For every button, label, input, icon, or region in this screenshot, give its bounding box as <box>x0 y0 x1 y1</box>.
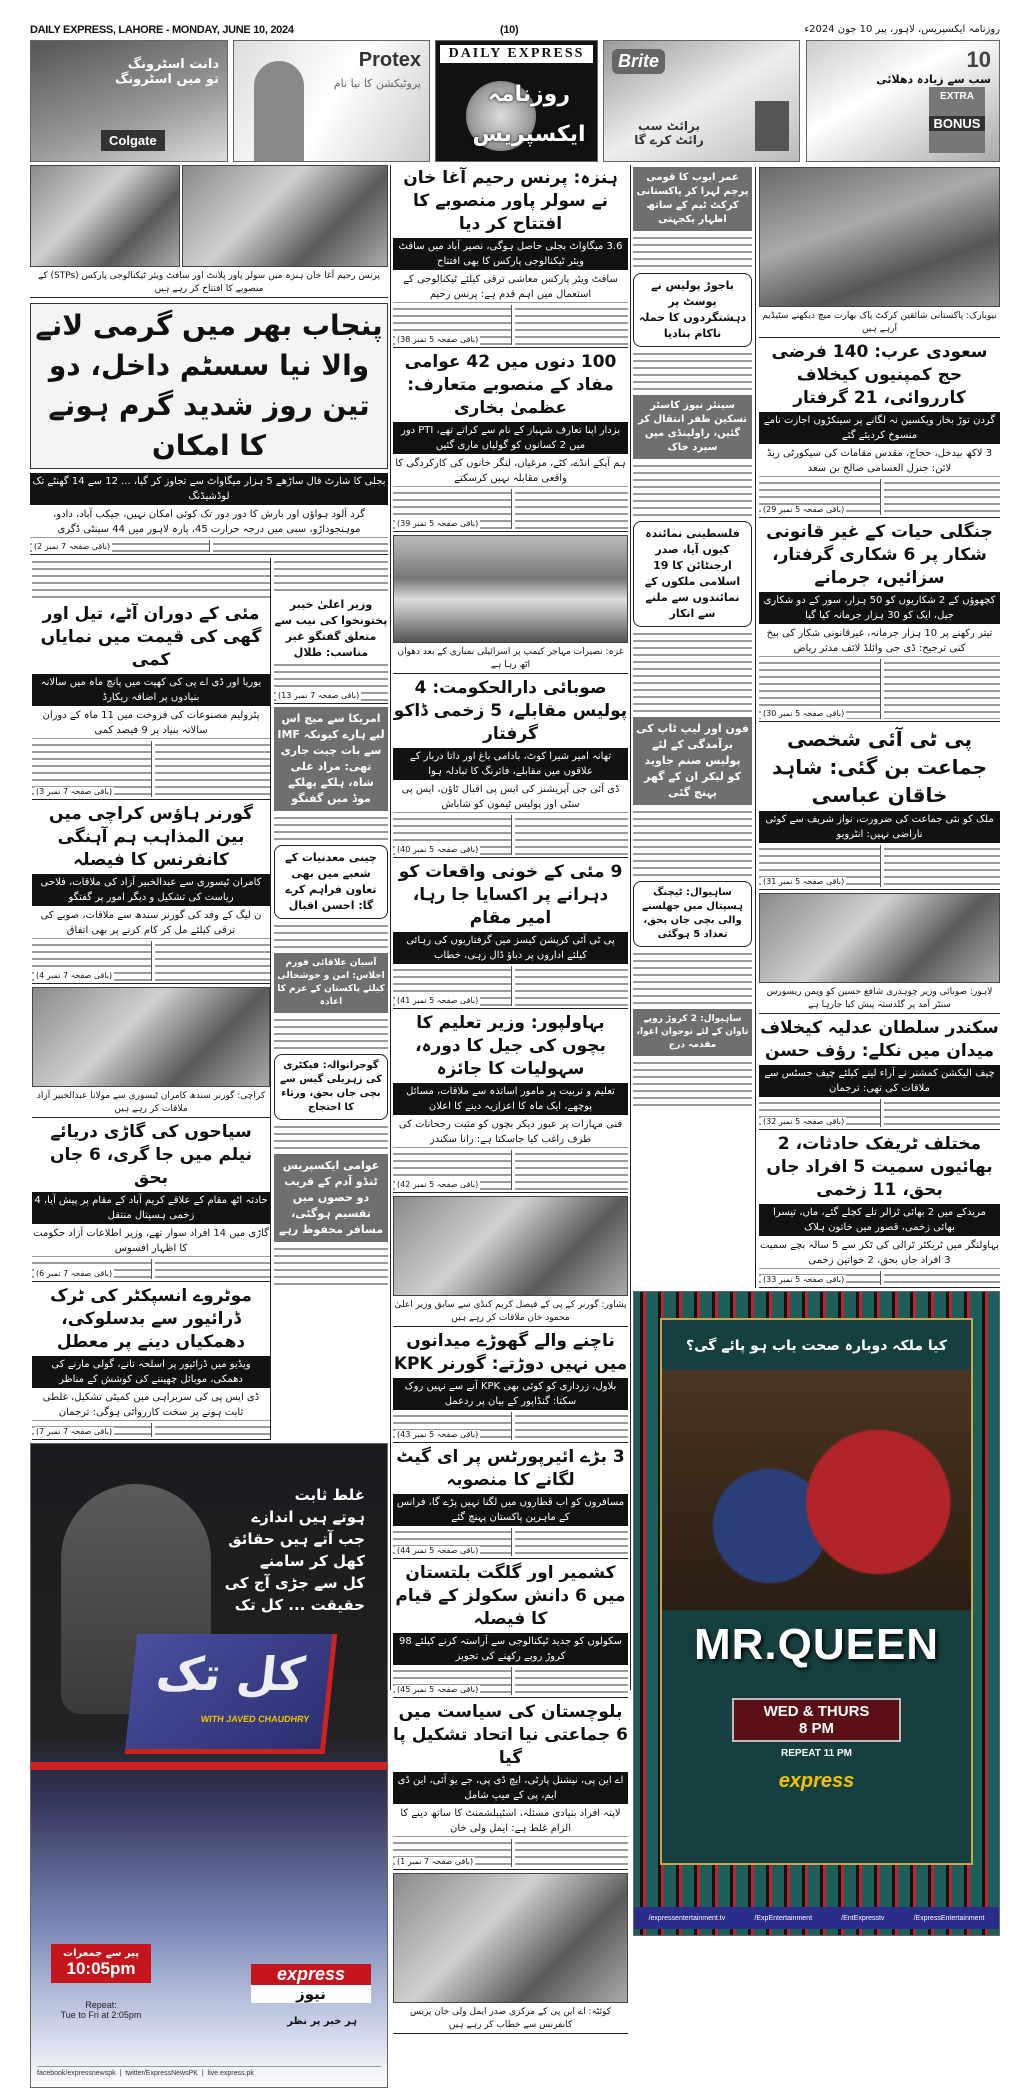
article-text <box>274 814 388 842</box>
kal-tak-logo: کل تک WITH JAVED CHAUDHRY <box>125 1634 338 1754</box>
story-rauf-hasan <box>759 1017 1000 1130</box>
article-text <box>274 1123 388 1151</box>
story-shahid-khaqan-abbasi <box>759 725 1000 890</box>
mr-queen-ad[interactable] <box>633 1291 1000 1936</box>
story-headline[interactable]: پی ٹی آئی شخصی جماعت بن گئی: شاہد خاقان عباسی <box>771 727 988 807</box>
story-bar: بلاول، زرداری کو کوئی بھی KPK آنے سے نہیں روک سکتا: گنڈاپور کے بیان پر ردعمل <box>393 1378 628 1410</box>
story-bar: بزدار اپنا تعارف شہباز کے نام سے کراتے تھے، PTI دور میں 2 کسانوں کو گولیاں ماری گئیں <box>393 422 628 454</box>
story-daanish-schools <box>393 1562 628 1698</box>
gaza-smoke-photo <box>393 535 628 643</box>
story-bar: ویڈیو میں ڈرائیور پر اسلحہ تانے، گولی مارنے کی دھمکی، موبائل چھیننے کی کوشش کے مناظر <box>32 1356 270 1388</box>
story-heatwave <box>30 301 388 555</box>
article-text <box>633 950 752 1006</box>
story-bar: اے این پی، نیشنل پارٹی، ایچ ڈی پی، جے یو آئی، این ڈی ایم، پی کے میپ شامل <box>393 1772 628 1804</box>
story-headline[interactable]: 9 مئی کے خونی واقعات کو دہرانے پر اکسایا جا رہا، امیر مقام <box>398 862 623 928</box>
continued-reference[interactable]: (باقی صفحہ 7 نمبر 13) <box>278 691 360 700</box>
express-news-logo: express نیوز <box>251 1964 371 2003</box>
story-bar: تعلیم و تربیت پر مامور اساتذہ سے ملاقات، مسائل پوچھے، ایک ماہ کا اعزازیہ دینے کا اعلان <box>393 1083 628 1115</box>
middle-column <box>393 167 628 2034</box>
story-bar: تھانہ امیر شیرا کوٹ، بادامی باغ اور داتا دربار کے علاقوں میں مقابلے، فائرنگ کا تبادلہ ہوا <box>393 748 628 780</box>
show-timing: WED & THURS 8 PM <box>732 1698 901 1742</box>
story-body-text <box>759 659 1000 719</box>
bonus-slogan: سب سے زیادہ دھلائی <box>876 73 991 86</box>
governor-meeting-photo <box>32 987 270 1087</box>
story-saudi-hajj <box>759 341 1000 518</box>
story-headline[interactable]: بلوچستان کی سیاست میں 6 جماعتی نیا اتحاد تشکیل پا گیا <box>393 1702 628 1768</box>
headline-box-argentina[interactable]: فلسطینی نمائندہ کیوں آیا، صدر ارجنٹائن کا 19 اسلامی ملکوں کے نمائندوں سے ملنے سے انکار <box>633 521 752 627</box>
repeat-info: Repeat: Tue to Fri at 2:05pm <box>60 2000 142 2020</box>
continued-reference[interactable]: (باقی صفحہ 5 نمبر 45) <box>397 1685 479 1694</box>
story-prices <box>32 603 270 800</box>
left-narrow-column <box>270 558 388 1440</box>
headline-box-sahiwal-kidnap[interactable]: ساہیوال: 2 کروڑ روپے تاوان کے لئے نوجوان اغوا، مقدمہ درج <box>633 1009 752 1056</box>
headline-box-ahsan[interactable]: چینی معدنیات کے شعبے میں بھی تعاون فراہم کرے گا: احسن اقبال <box>274 845 388 919</box>
decorative-stripe <box>31 1762 387 1770</box>
protex-slogan: پروٹیکشن کا نیا نام <box>333 77 421 90</box>
left-main-column <box>30 558 270 1440</box>
continued-reference[interactable]: (باقی صفحہ 5 نمبر 42) <box>397 1180 479 1189</box>
story-bar: گردن توڑ بخار ویکسین نہ لگانے پر سینکڑوں اجازت نامے منسوخ کردیئے گئے <box>759 412 1000 444</box>
story-airports-egates <box>393 1446 628 1559</box>
continued-reference[interactable]: (باقی صفحہ 7 نمبر 4) <box>36 971 113 980</box>
repeat-time: REPEAT 11 PM <box>781 1748 852 1759</box>
story-deck: 3 لاکھ بیدخل، حجاج، مقدس مقامات کی سیکورٹی ریڈ لائن: جنرل العسامی صالح بن سعد <box>759 446 1000 477</box>
left-block <box>30 165 388 2088</box>
story-bar: کچھوؤں کے 2 شکاریوں کو 50 ہزار، سور کے دو شکاری جیل، ایک کو 30 ہزار جرمانہ کیا گیا <box>759 592 1000 624</box>
story-body-text <box>32 741 270 797</box>
story-bar: 3.6 میگاواٹ بجلی حاصل ہوگی، نصیر آباد میں سافٹ ویئر ٹیکنالوجی پارکس کا بھی افتتاح <box>393 238 628 270</box>
story-body-text <box>393 1667 628 1695</box>
story-deck: ہم آپکے انڈے، کٹے، مرغیاں، لنگر خانوں کی کارکردگی کا واقعی مقابلہ نہیں کرسکتے <box>393 456 628 487</box>
story-wildlife-hunting <box>759 521 1000 722</box>
press-conference-photo <box>393 1873 628 2003</box>
story-headline[interactable]: 100 دنوں میں 42 عوامی مفاد کے منصوبے متعارف: عظمیٰ بخاری <box>404 352 617 418</box>
masthead[interactable] <box>435 40 598 162</box>
story-body-text <box>393 305 628 345</box>
story-deck: بہاولنگر میں ٹریکٹر ٹرالی کی ٹکر سے 5 سالہ بچے سمیت 3 افراد جاں بحق، 2 خواتین زخمی <box>759 1238 1000 1269</box>
photo-caption: پشاور: گورنر کے پی کے فیصل کریم کنڈی سے سابق وزیر اعلیٰ محمود خان ملاقات کر رہے ہیں <box>393 1299 628 1327</box>
poster-question: کیا ملکہ دوبارہ صحت یاب ہو پائے گی؟ <box>685 1338 948 1354</box>
story-police-encounters <box>393 677 628 858</box>
story-governor-house <box>32 803 270 984</box>
colgate-logo: Colgate <box>101 130 165 151</box>
continued-reference[interactable]: (باقی صفحہ 7 نمبر 1) <box>397 1857 474 1866</box>
article-text <box>633 234 752 270</box>
story-headline[interactable]: موٹروے انسپکٹر کی ٹرک ڈرائیور سے بدسلوکی، دھمکیاں دینے پر معطل <box>50 1286 252 1352</box>
dateline-urdu: روزنامہ ایکسپریس، لاہور، پیر 10 جون 2024ء <box>804 24 1000 35</box>
story-headline[interactable]: مئی کے دوران آٹے، تیل اور گھی کی قیمت میں نمایاں کمی <box>40 604 262 670</box>
story-headline[interactable]: کشمیر اور گلگت بلتستان میں 6 دانش سکولز کے قیام کا فیصلہ <box>395 1563 626 1629</box>
story-body-text <box>393 1150 628 1190</box>
story-balochistan-alliance <box>393 1701 628 1870</box>
article-text <box>274 922 388 950</box>
story-bar: سکولوں کو جدید ٹیکنالوجی سے آراستہ کرنے کیلئے 98 کروڑ روپے رکھنے کی تجویز <box>393 1633 628 1665</box>
story-traffic-accidents <box>759 1133 1000 1288</box>
continued-reference[interactable]: (باقی صفحہ 5 نمبر 29) <box>763 505 845 514</box>
bonus-pack: EXTRA BONUS <box>929 87 985 153</box>
article-text <box>633 808 752 878</box>
story-body-text <box>393 815 628 855</box>
story-headline[interactable]: سیاحوں کی گاڑی دریائے نیلم میں جا گری، 6 جاں بحق <box>49 1122 253 1188</box>
story-bar: مریدکے میں 2 بھائی ٹرالر تلے کچلے گئے، ماں، تیسرا بھائی زخمی، قصور میں خاتون ہلاک <box>759 1204 1000 1236</box>
story-deck: گاڑی میں 14 افراد سوار تھے، وزیر اطلاعات آزاد حکومت کا اظہار افسوس <box>32 1226 270 1257</box>
social-links[interactable]: facebook/expressnewspk | twitter/ExpressNewsPK | live.express.pk <box>37 2066 381 2077</box>
headline-box-awami-express[interactable]: عوامی ایکسپریس ٹنڈو آدم کے قریب دو حصوں میں تقسیم ہوگئی، مسافر محفوظ رہے <box>274 1154 388 1242</box>
brite-pack-image <box>755 101 789 151</box>
brite-logo: Brite <box>612 49 665 74</box>
story-headline[interactable]: صوبائی دارالحکومت: 4 پولیس مقابلے، 5 زخمی ڈاکو گرفتار <box>393 678 628 744</box>
show-title: MR.QUEEN <box>693 1620 940 1669</box>
story-headline[interactable]: ناچنے والے گھوڑے میدانوں میں نہیں دوڑتے: گورنر KPK <box>393 1331 628 1374</box>
story-deck: پٹرولیم مصنوعات کی فروخت میں 11 ماہ کے دوران سالانہ بنیاد پر 9 فیصد کمی <box>32 708 270 739</box>
story-azma-bukhari <box>393 351 628 532</box>
continued-reference[interactable]: (باقی صفحہ 7 نمبر 6) <box>36 1269 113 1278</box>
continued-reference[interactable]: (باقی صفحہ 5 نمبر 38) <box>397 335 479 344</box>
article-text <box>32 558 270 600</box>
story-body-text <box>393 1412 628 1440</box>
protex-logo: Protex <box>358 49 421 71</box>
youtube-link[interactable]: /ExpressEntertainment <box>913 1914 985 1922</box>
story-governor-kpk <box>393 1330 628 1443</box>
colgate-ad[interactable] <box>30 40 228 162</box>
social-bar <box>634 1907 999 1929</box>
continued-reference[interactable]: (باقی صفحہ 5 نمبر 39) <box>397 519 479 528</box>
story-headline[interactable]: سکندر سلطان عدلیہ کیخلاف میدان میں نکلے: رؤف حسن <box>760 1018 999 1061</box>
right-wide-column <box>755 167 1000 1288</box>
protex-ad[interactable] <box>233 40 430 162</box>
column-rule <box>390 165 391 1690</box>
story-headline[interactable]: سعودی عرب: 140 فرضی حج کمپنیوں کیخلاف کارروائی، 21 گرفتار <box>771 342 988 408</box>
poster-frame <box>660 1318 973 1865</box>
story-body-text <box>759 479 1000 515</box>
bonus-ad[interactable] <box>806 40 1000 162</box>
story-motorway <box>32 1285 270 1440</box>
brite-slogan: برائٹ سب رائٹ کرے گا <box>634 119 704 147</box>
continued-reference[interactable]: (باقی صفحہ 5 نمبر 33) <box>763 1275 845 1284</box>
brite-ad[interactable] <box>603 40 800 162</box>
headline-box-sahiwal-hospital[interactable]: ساہیوال: ٹیچنگ ہسپتال میں جھلسنے والی بچی جاں بحق، تعداد 5 ہوگئی <box>633 881 752 947</box>
continued-reference[interactable]: (باقی صفحہ 5 نمبر 31) <box>763 877 845 886</box>
headline-box-bajaur[interactable]: باجوڑ پولیس نے پوسٹ پر دہشتگردوں کا حملہ ناکام بنادیا <box>633 273 752 347</box>
colgate-slogan: دانت اسٹرونگ تو میں اسٹرونگ <box>114 57 219 87</box>
column-rule <box>630 165 631 1690</box>
story-body-text <box>30 540 388 552</box>
bonus-number: 10 <box>966 47 991 72</box>
story-body-text <box>274 661 388 701</box>
story-body-text <box>32 1423 270 1437</box>
story-deck: سافٹ ویئر پارکس معاشی ترقی کیلئے ٹیکنالوجی کے استعمال میں اہم قدم ہے: پرنس رحیم <box>393 272 628 303</box>
story-deck: ڈی ایس پی کی سربراہی میں کمیٹی تشکیل، غلطی ثابت ہونے پر سخت کارروائی ہوگی: ترجمان <box>32 1390 270 1421</box>
story-body-text <box>393 966 628 1006</box>
masthead-logo: روزنامہ ایکسپریس <box>472 82 586 147</box>
story-body-text <box>393 1528 628 1556</box>
story-deck: گرد آلود ہواؤں اور بارش کا دور دور تک کوئی امکان نہیں، جیکب آباد، دادو، موہنجوداڑو، سبی میں درجہ حرارت 45، پارہ لاہور میں 44 سینٹی ڈگری <box>30 507 388 538</box>
story-headline[interactable]: گورنر ہاؤس کراچی میں بین المذاہب ہم آہنگی کانفرنس کا فیصلہ <box>49 804 253 870</box>
article-text <box>633 1059 752 1108</box>
story-headline[interactable]: وزیر اعلیٰ خیبر پختونخوا کی نیب سے متعلق گفتگو غیر مناسب: طلال <box>274 598 388 659</box>
facebook-link[interactable]: /ExpEntertainment <box>754 1914 813 1922</box>
article-text <box>274 558 388 594</box>
kal-tak-tagline: غلط ثابت ہوتے ہیں اندازے جب آتے ہیں حقائق کھل کر سامنے کل سے جڑی آج کی حقیقت ... کل تک <box>224 1486 365 1614</box>
story-deck: ڈی آئی جی آپریشنز کی ایس پی اقبال ٹاؤن، ایس پی سٹی اور پولیس ٹیموں کو شاباش <box>393 782 628 813</box>
story-headline[interactable]: پنجاب بھر میں گرمی لانے والا نیا سسٹم داخل، دو تین روز شدید گرم ہونے کا امکان <box>30 303 388 469</box>
story-bar: مسافروں کو اب قطاروں میں لگنا نہیں پڑے گا، فرانس کے ماہرین پاکستان پہنچ گئے <box>393 1494 628 1526</box>
article-text <box>633 350 752 392</box>
air-time-badge: پیر سے جمعرات 10:05pm <box>51 1944 151 1983</box>
express-news-motto: ہر خبر پر نظر <box>287 2016 357 2027</box>
right-narrow-column <box>633 167 755 1288</box>
continued-reference[interactable]: (باقی صفحہ 7 نمبر 3) <box>36 787 113 796</box>
right-block <box>633 167 1000 1936</box>
story-headline[interactable]: ہنزہ: پرنس رحیم آغا خان نے سولر پاور منصوبے کا افتتاح کر دیا <box>403 168 618 234</box>
instagram-twitter-link[interactable]: /EntExpresstv <box>841 1914 885 1922</box>
story-9-may <box>393 861 628 1009</box>
headline-box-asean[interactable]: آسیان علاقائی فورم اجلاس: امن و خوشحالی کیلئے پاکستان کے عزم کا اعادہ <box>274 953 388 1013</box>
story-deck: فنی مہارات پر عبور دیکر بچوں کو مثبت رجحانات کی طرف راغب کیا جاسکتا ہے: رانا سکندر <box>393 1117 628 1148</box>
story-talal <box>274 597 388 704</box>
continued-reference[interactable]: (باقی صفحہ 5 نمبر 43) <box>397 1430 479 1439</box>
website-link[interactable]: /expressentertainment.tv <box>648 1914 726 1922</box>
continued-reference[interactable]: (باقی صفحہ 5 نمبر 30) <box>763 709 845 718</box>
story-bar: یوریا اور ڈی اے پی کی کھپت میں پانچ ماہ میں سالانہ بنیادوں پر اضافہ ریکارڈ <box>32 674 270 706</box>
express-logo: express <box>778 1770 855 1792</box>
continued-reference[interactable]: (باقی صفحہ 5 نمبر 32) <box>763 1117 845 1126</box>
dateline-english: DAILY EXPRESS, LAHORE - MONDAY, JUNE 10, 2024 <box>30 24 294 36</box>
continued-reference[interactable]: (باقی صفحہ 5 نمبر 41) <box>397 996 479 1005</box>
story-headline[interactable]: مختلف ٹریفک حادثات، 2 بھائیوں سمیت 5 افراد جاں بحق، 11 زخمی <box>766 1134 993 1200</box>
article-text <box>633 462 752 518</box>
photo-caption: غزہ: نصیرات مہاجر کیمپ پر اسرائیلی بمباری کے بعد دھواں اٹھ رہا ہے <box>393 646 628 674</box>
story-body-text <box>32 941 270 981</box>
headline-box-tasleen-zafar[interactable]: سینئر نیوز کاسٹر تسکین ظفر انتقال کر گئیں، راولپنڈی میں سپرد خاک <box>633 395 752 459</box>
continued-reference[interactable]: (باقی صفحہ 5 نمبر 40) <box>397 845 479 854</box>
story-headline[interactable]: 3 بڑے ائیرپورٹس پر ای گیٹ لگانے کا منصوبہ <box>396 1447 625 1490</box>
story-bar: بجلی کا شارٹ فال ساڑھے 5 ہزار میگاواٹ سے تجاوز کر گیا، ... 12 سے 14 گھنٹے تک لوڈشیڈنگ <box>30 473 388 505</box>
photo-caption: کوئٹہ: اے این پی کے مرکزی صدر ایمل ولی خان پریس کانفرنس سے خطاب کر رہے ہیں <box>393 2006 628 2034</box>
story-neelum-accident <box>32 1121 270 1282</box>
story-bar: ملک کو نئی جماعت کی ضرورت، نواز شریف سے کوئی ناراضی نہیں: انٹرویو <box>759 811 1000 843</box>
story-body-text <box>393 489 628 529</box>
story-body-text <box>393 1839 628 1867</box>
story-bar: کامران ٹیسوری سے عبدالخبیر آزاد کی ملاقات، فلاحی ریاست کی تشکیل و دیگر امور پر گفتگو <box>32 874 270 906</box>
ribbon-cutting-photo <box>30 165 180 267</box>
article-text <box>274 1245 388 1285</box>
photo-caption: لاہور: صوبائی وزیر چوہدری شافع حسین کو ویمن ریسورس سنٹر آمد پر گلدستہ پیش کیا جارہا ہے <box>759 986 1000 1014</box>
masthead-title: DAILY EXPRESS <box>440 45 593 63</box>
peshawar-meeting-photo <box>393 1196 628 1296</box>
story-body-text <box>759 1271 1000 1285</box>
story-deck: ن لیگ کے وفد کی گورنر سندھ سے ملاقات، صوبے کی ترقی کیلئے مل کر کام کرنے پر بھی اتفاق <box>32 908 270 939</box>
story-body-text <box>759 845 1000 887</box>
headline-box-umar-ayub[interactable]: عمر ایوب کا قومی پرچم لہرا کر پاکستانی کرکٹ ٹیم کے ساتھ اظہار یکجہتی <box>633 167 752 231</box>
women-resource-centre-photo <box>759 893 1000 983</box>
story-headline[interactable]: بہاولپور: وزیر تعلیم کا بچوں کی جیل کا دورہ، سہولیات کا جائزہ <box>415 1013 606 1079</box>
continued-reference[interactable]: (باقی صفحہ 5 نمبر 44) <box>397 1546 479 1555</box>
kal-tak-ad[interactable] <box>30 1443 388 2088</box>
story-bar: چیف الیکشن کمشنر نے آراء لینے کیلئے چیف جسٹس سے ملاقات کی تھی: ترجمان <box>759 1065 1000 1097</box>
continued-reference[interactable]: (باقی صفحہ 7 نمبر 7) <box>36 1427 113 1436</box>
photo-caption: نیویارک: پاکستانی شائقین کرکٹ پاک بھارت میچ دیکھنے سٹیڈیم آرہے ہیں <box>759 310 1000 338</box>
story-body-text <box>759 1099 1000 1127</box>
article-text <box>274 1016 388 1051</box>
headline-box-gujranwala[interactable]: گوجرانوالہ: فیکٹری کی زہریلی گیس سے بچی جاں بحق، ورثاء کا احتجاج <box>274 1054 388 1120</box>
doctor-image <box>254 61 304 161</box>
cricket-fans-photo <box>759 167 1000 307</box>
story-bahawalpur <box>393 1012 628 1193</box>
photo-caption: کراچی: گورنر سندھ کامران ٹیسوری سے مولانا عبدالخبیر آزاد ملاقات کر رہے ہیں <box>32 1090 270 1118</box>
continued-reference[interactable]: (باقی صفحہ 7 نمبر 2) <box>34 542 111 551</box>
article-text <box>633 630 752 714</box>
story-deck: تیتر رکھنے پر 10 ہزار جرمانہ، غیرقانونی شکار کی بیخ کنی ترجیح: ڈی جی وائلڈ لائف مدثر ریاض <box>759 626 1000 657</box>
headline-box-sanam-javed[interactable]: فون اور لیپ ٹاپ کی برآمدگی کے لئے پولیس صنم جاوید کو لیکر ان کے گھر پہنچ گئی <box>633 717 752 805</box>
plaque-unveiling-photo <box>182 165 388 267</box>
headline-box-murad[interactable]: امریکا سے میچ اس لیے ہارے کیونکہ IMF سے بات چیت جاری تھی: مراد علی شاہ، ہلکے پھلکے موڈ میں گفتگو <box>274 707 388 811</box>
drama-still-image <box>662 1370 971 1610</box>
story-bar: پی ٹی آئی کرپشن کیسز میں گرفتاریوں کی رہائی کیلئے اداروں پر دباؤ ڈال رہی، خطاب <box>393 932 628 964</box>
photo-caption: پرنس رحیم آغا خان ہنزہ میں سولر پاور پلانٹ اور سافٹ ویئر ٹیکنالوجی پارکس (STPs) کے منصوبے کا افتتاح کر رہے ہیں <box>30 270 388 298</box>
story-deck: لاپتہ افراد بنیادی مسئلہ، اسٹیبلشمنٹ کا ساتھ دینے کا الزام غلط ہے: ایمل ولی خان <box>393 1806 628 1837</box>
page-number: (10) <box>500 24 519 36</box>
story-body-text <box>32 1259 270 1279</box>
story-bar: حادثہ اٹھ مقام کے علاقے کریم آباد کے مقام پر پیش آیا، 4 زخمی ہسپتال منتقل <box>32 1192 270 1224</box>
story-headline[interactable]: جنگلی حیات کے غیر قانونی شکار پر 6 شکاری گرفتار، سزائیں، جرمانے <box>766 522 993 588</box>
story-hunza-solar <box>393 167 628 348</box>
